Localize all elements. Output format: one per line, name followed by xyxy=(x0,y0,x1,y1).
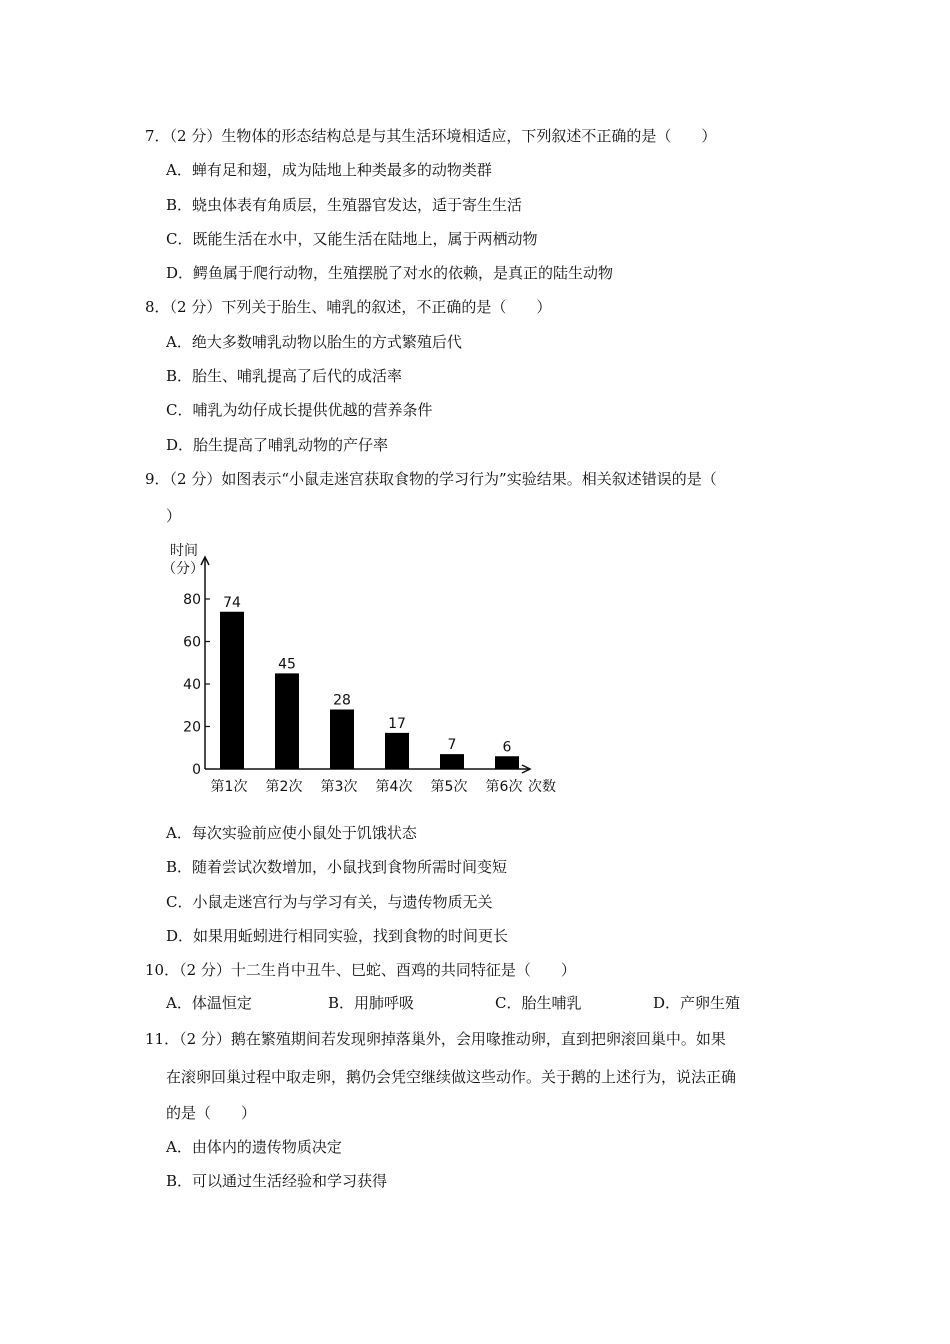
chart-bars xyxy=(220,612,519,769)
bar-value-label: 74 xyxy=(223,594,241,611)
question-7-option-a: A．蝉有足和翅，成为陆地上种类最多的动物类群 xyxy=(166,161,492,179)
question-9-option-a: A．每次实验前应使小鼠处于饥饿状态 xyxy=(166,824,417,842)
question-7-option-d: D．鳄鱼属于爬行动物，生殖摆脱了对水的依赖，是真正的陆生动物 xyxy=(166,264,614,282)
bar-value-label: 6 xyxy=(502,739,512,756)
question-10-option-b: B．用肺呼吸 xyxy=(328,994,415,1012)
question-11-stem: 11．（2 分）鹅在繁殖期间若发现卵掉落巢外，会用喙推动卵，直到把卵滚回巢中。如果 xyxy=(145,1030,726,1048)
question-8-option-a: A．绝大多数哺乳动物以胎生的方式繁殖后代 xyxy=(166,333,462,351)
bar-value-label: 7 xyxy=(447,737,457,754)
question-11-stem-line-2: 在滚卵回巢过程中取走卵，鹅仍会凭空继续做这些动作。关于鹅的上述行为，说法正确 xyxy=(166,1068,737,1086)
bar xyxy=(275,673,299,769)
bar xyxy=(385,733,409,769)
y-tick-label: 0 xyxy=(192,762,201,778)
x-category-label: 第6次 xyxy=(485,779,523,795)
question-8-option-b: B．胎生、哺乳提高了后代的成活率 xyxy=(166,367,403,385)
question-9-option-d: D．如果用蚯蚓进行相同实验，找到食物的时间更长 xyxy=(166,927,509,945)
bar xyxy=(220,612,244,769)
question-7-stem: 7．（2 分）生物体的形态结构总是与其生活环境相适应，下列叙述不正确的是（ ） xyxy=(145,127,717,145)
question-7-option-c: C．既能生活在水中，又能生活在陆地上，属于两栖动物 xyxy=(166,230,538,248)
question-8-stem: 8．（2 分）下列关于胎生、哺乳的叙述，不正确的是（ ） xyxy=(145,298,552,316)
x-category-label: 第5次 xyxy=(430,779,468,795)
y-tick-label: 20 xyxy=(183,719,201,736)
y-axis-unit-label: （分） xyxy=(162,561,204,577)
bar xyxy=(495,756,519,769)
question-9-option-b: B．随着尝试次数增加，小鼠找到食物所需时间变短 xyxy=(166,858,508,876)
y-axis-label: 时间 xyxy=(170,543,198,559)
question-9-stem: 9．（2 分）如图表示“小鼠走迷宫获取食物的学习行为”实验结果。相关叙述错误的是（ xyxy=(145,470,717,488)
question-10-options xyxy=(166,993,806,1013)
question-11-option-a: A．由体内的遗传物质决定 xyxy=(166,1138,342,1156)
question-10-option-c: C．胎生哺乳 xyxy=(495,994,582,1012)
question-9-stem-continued: ） xyxy=(166,507,182,525)
y-tick-label: 60 xyxy=(183,634,201,651)
x-axis-label: 次数 xyxy=(528,779,556,795)
bar xyxy=(440,754,464,769)
question-9-option-c: C．小鼠走迷宫行为与学习有关，与遗传物质无关 xyxy=(166,893,493,911)
question-7-option-b: B．蛲虫体表有角质层，生殖器官发达，适于寄生生活 xyxy=(166,196,523,214)
question-10-stem: 10．（2 分）十二生肖中丑牛、巳蛇、酉鸡的共同特征是（ ） xyxy=(145,961,576,979)
bar-value-label: 28 xyxy=(333,692,351,709)
maze-learning-bar-chart xyxy=(160,535,590,800)
question-11-stem-line-3: 的是（ ） xyxy=(166,1104,257,1122)
question-8-option-c: C．哺乳为幼仔成长提供优越的营养条件 xyxy=(166,401,433,419)
question-8-option-d: D．胎生提高了哺乳动物的产仔率 xyxy=(166,436,389,454)
y-tick-label: 40 xyxy=(183,677,201,693)
x-category-label: 第1次 xyxy=(210,779,248,795)
x-category-label: 第2次 xyxy=(265,779,303,795)
question-10-option-d: D．产卵生殖 xyxy=(653,994,741,1012)
x-category-label: 第3次 xyxy=(320,779,358,795)
question-10-option-a: A．体温恒定 xyxy=(166,994,252,1012)
bar-value-label: 45 xyxy=(278,656,296,673)
chart-axes xyxy=(201,557,530,773)
x-category-label: 第4次 xyxy=(375,779,413,795)
question-11-option-b: B．可以通过生活经验和学习获得 xyxy=(166,1172,388,1190)
y-tick-label: 80 xyxy=(183,592,201,608)
bar xyxy=(330,710,354,770)
bar-value-label: 17 xyxy=(388,715,406,732)
